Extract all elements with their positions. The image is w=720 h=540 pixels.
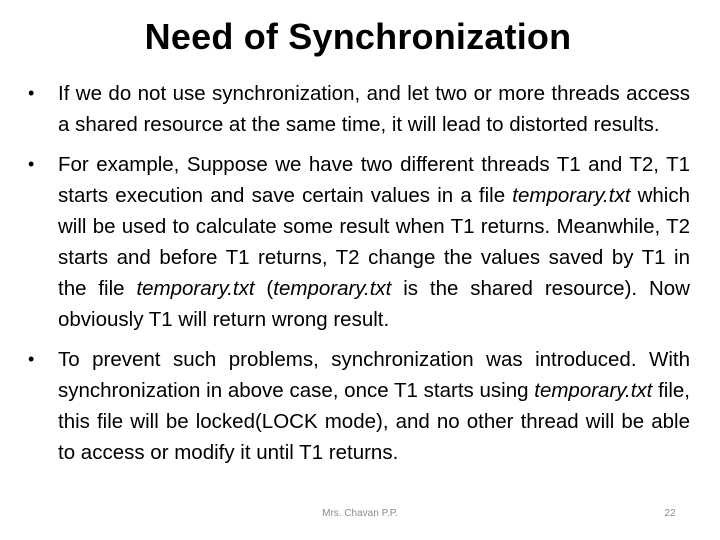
bullet-text: which will be used to calculate some result when T1 returns. Meanwhile, T2 starts and before T1 returns, T2 change the values saved by T1 in the file	[58, 184, 690, 300]
filename-text: temporary.txt	[136, 277, 255, 300]
slide-title: Need of Synchronization	[144, 16, 572, 57]
filename-text: temporary.txt	[534, 379, 653, 402]
bullet-text: To prevent such problems, synchronization was introduced. With synchronization in above case, once T1 starts using	[58, 348, 690, 402]
bullet-text: (	[254, 277, 274, 300]
bullet-list	[28, 78, 690, 477]
bullet-item	[28, 78, 690, 140]
bullet-item	[28, 149, 690, 335]
footer-author: Mrs. Chavan P.P.	[322, 508, 398, 519]
bullet-text: is the shared resource). Now obviously T1 will return wrong result.	[58, 277, 690, 331]
bullet-dot-icon: •	[28, 83, 35, 103]
bullet-dot-icon: •	[28, 349, 35, 369]
bullet-dot-icon: •	[28, 154, 35, 174]
bullet-text: If we do not use synchronization, and let two or more threads access a shared resource at the same time, it will lead to distorted results.	[58, 82, 690, 136]
filename-text: temporary.txt	[512, 184, 631, 207]
bullet-text: For example, Suppose we have two different threads T1 and T2, T1 starts execution and save certain values in a file	[58, 153, 690, 207]
page-number: 22	[664, 508, 676, 519]
bullet-text: file, this file will be locked(LOCK mode), and no other thread will be able to access or modify it until T1 returns.	[58, 379, 690, 464]
filename-text: temporary.txt	[273, 277, 392, 300]
bullet-item	[28, 344, 690, 468]
